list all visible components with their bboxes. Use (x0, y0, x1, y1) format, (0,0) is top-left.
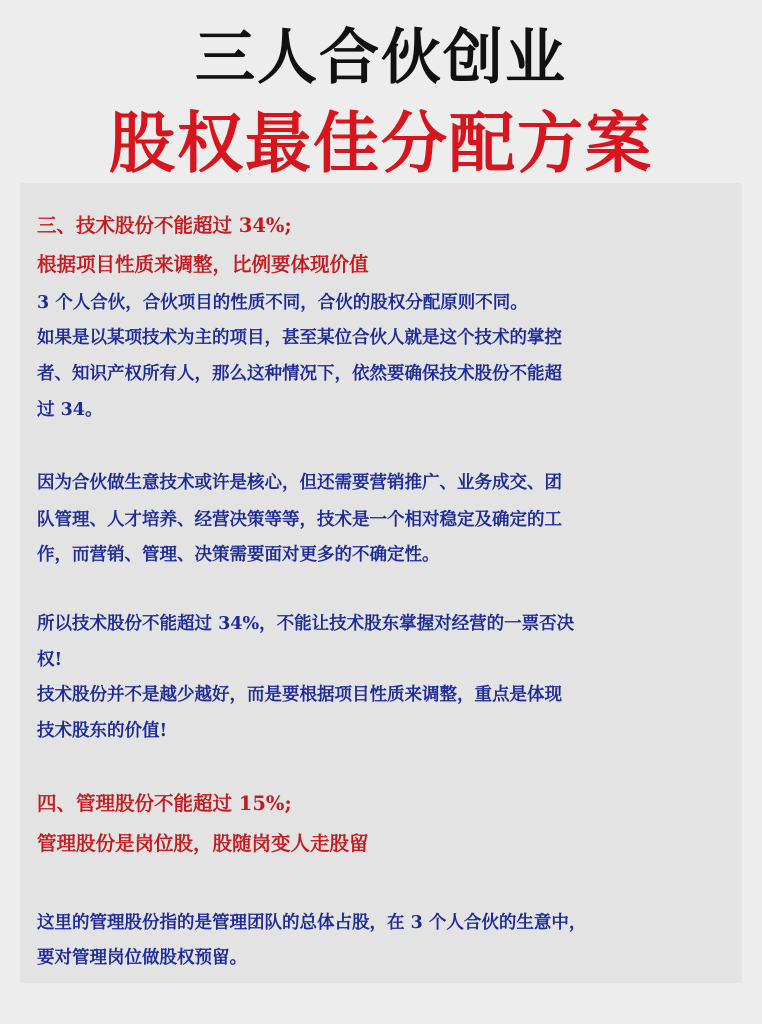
title-line-1: 三人合伙创业 (195, 23, 567, 93)
section3-paragraph1-line4: 过 34。 (37, 400, 103, 420)
section3-paragraph1-line3: 者、知识产权所有人，那么这种情况下，依然要确保技术股份不能超 (37, 364, 562, 384)
section4-paragraph1-line2: 要对管理岗位做股权预留。 (37, 948, 247, 968)
section3-paragraph1-line2: 如果是以某项技术为主的项目，甚至某位合伙人就是这个技术的掌控 (37, 328, 562, 348)
content-card (20, 183, 742, 983)
title-line-2: 股权最佳分配方案 (109, 105, 653, 182)
section3-paragraph3-line1: 所以技术股份不能超过 34%，不能让技术股东掌握对经营的一票否决 (37, 614, 575, 634)
section3-heading: 三、技术股份不能超过 34%; (37, 214, 292, 237)
section3-subheading: 根据项目性质来调整，比例要体现价值 (37, 253, 369, 276)
section3-paragraph1-line1: 3 个人合伙，合伙项目的性质不同，合伙的股权分配原则不同。 (37, 293, 528, 313)
section4-heading: 四、管理股份不能超过 15%; (37, 792, 292, 815)
section3-paragraph2-line3: 作，而营销、管理、决策需要面对更多的不确定性。 (37, 545, 440, 565)
section4-paragraph1-line1: 这里的管理股份指的是管理团队的总体占股，在 3 个人合伙的生意中， (37, 913, 587, 933)
section3-paragraph2-line1: 因为合伙做生意技术或许是核心，但还需要营销推广、业务成交、团 (37, 473, 562, 493)
section3-paragraph3-line3: 技术股份并不是越少越好，而是要根据项目性质来调整，重点是体现 (37, 685, 562, 705)
section3-paragraph2-line2: 队管理、人才培养、经营决策等等，技术是一个相对稳定及确定的工 (37, 510, 562, 530)
section4-subheading: 管理股份是岗位股，股随岗变人走股留 (37, 832, 369, 855)
section3-paragraph3-line4: 技术股东的价值! (37, 721, 168, 741)
section3-paragraph3-line2: 权! (37, 650, 63, 670)
